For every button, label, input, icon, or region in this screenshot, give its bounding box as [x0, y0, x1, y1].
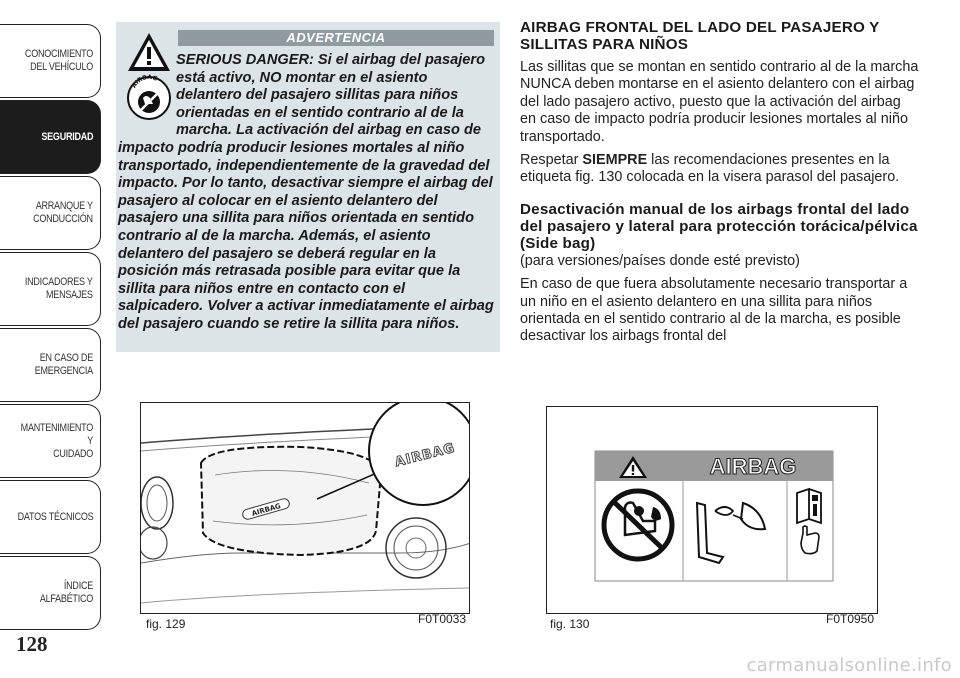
- tab-indicadores[interactable]: [0, 252, 101, 326]
- fig129-caption: fig. 129: [146, 617, 186, 631]
- icon-spacer: [118, 52, 176, 124]
- label-airbag-title: AIRBAG: [709, 454, 797, 479]
- watermark: carmanualsonline.info: [746, 655, 952, 676]
- fig129-code: F0T0033: [418, 612, 467, 626]
- airbag-label-illustration: [547, 407, 878, 614]
- tab-emergencia[interactable]: [0, 328, 101, 402]
- fig130-caption: fig. 130: [550, 617, 590, 631]
- tab-arranque[interactable]: [0, 176, 101, 250]
- warning-text: SERIOUS DANGER: Si el airbag del pasajero está activo, NO montar en el asiento delantero del pasajero sillitas para niños orientadas en el sentido contrario al de la marcha. La activación del airbag en caso de impacto podría producir lesiones mortales al niño transportado, independientemente de la gravedad del impacto. Por lo tanto, desactivar siempre el airbag del pasajero al colocar en el asiento delantero del pasajero una sillita para niños orientada en sentido contrario al de la marcha. Además, el asiento delantero del pasajero se deberá regular en la posición más retrasada posible para evitar que la sillita para niños entre en contacto con el salpicadero. Volver a activar inmediatamente el airbag del pasajero cuando se retire la sillita para niños.: [118, 52, 494, 332]
- section-heading-airbag-sillitas: AIRBAG FRONTAL DEL LADO DEL PASAJERO Y SILLITAS PARA NIÑOS: [520, 19, 880, 53]
- tab-seguridad[interactable]: [0, 100, 101, 174]
- tab-mantenimiento[interactable]: [0, 404, 101, 478]
- figure-129: [140, 402, 470, 614]
- paragraph-2-bold: SIEMPRE: [582, 152, 648, 169]
- paragraph-2: [520, 152, 920, 187]
- tab-label: ARRANQUE Y CONDUCCIÓN: [33, 200, 93, 225]
- figure-130: [546, 406, 878, 614]
- tab-label: CONOCIMIENTO DEL VEHÍCULO: [24, 48, 93, 73]
- paragraph-3: En caso de que fuera absolutamente necesario transportar a un niño en el asiento delantero en una sillita para niños orientada en el sentido contrario al de la marcha, es posible desactivar los airbags frontal del: [520, 276, 908, 345]
- tab-label: DATOS TÉCNICOS: [17, 510, 93, 523]
- tab-label: SEGURIDAD: [41, 130, 93, 143]
- tab-indice[interactable]: [0, 556, 101, 630]
- right-text-column: [520, 19, 920, 346]
- page-number: 128: [16, 632, 48, 656]
- tab-label: ÍNDICE ALFABÉTICO: [39, 580, 93, 605]
- panel-airbag-text: AIRBAG: [250, 501, 282, 518]
- seal-text: AIRBAG: [130, 73, 159, 90]
- dashboard-airbag-illustration: [141, 403, 470, 614]
- paragraph-note: (para versiones/países donde esté previsto): [520, 252, 800, 269]
- tab-label: EN CASO DE EMERGENCIA: [34, 352, 93, 377]
- tab-datos-tecnicos[interactable]: [0, 480, 101, 554]
- fig130-code: F0T0950: [826, 612, 875, 626]
- callout-airbag-text: AIRBAG: [393, 440, 457, 471]
- paragraph-2-prefix: Respetar: [520, 152, 583, 169]
- paragraph-1: Las sillitas que se montan en sentido contrario al de la marcha NUNCA deben montarse en el asiento delantero con el airbag del lado pasajero activo, puesto que la activación del airbag en caso de impacto podría producir lesiones mortales al niño transportado.: [520, 59, 919, 145]
- tab-label: INDICADORES Y MENSAJES: [25, 276, 93, 301]
- warning-text-block: [118, 52, 494, 334]
- warning-heading: ADVERTENCIA: [178, 30, 494, 46]
- paragraph-2-suffix: las recomendaciones presentes en la etiqueta fig. 130 colocada en la visera parasol del pasajero.: [520, 152, 900, 186]
- tab-conocimiento[interactable]: [0, 24, 101, 98]
- tab-label: MANTENIMIENTO Y CUIDADO: [20, 421, 93, 460]
- section-heading-desactivacion: Desactivación manual de los airbags frontal del lado del pasajero y lateral para protección torácica/pélvica (Side bag): [520, 200, 918, 252]
